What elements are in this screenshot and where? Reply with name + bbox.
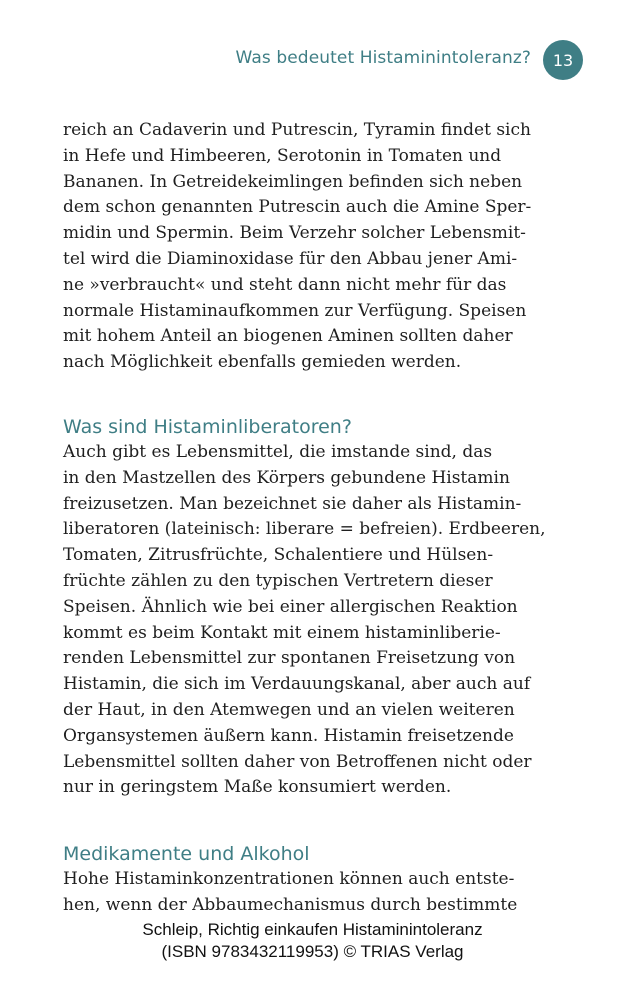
text-line: dem schon genannten Putrescin auch die Amine Sper- [63,197,532,218]
text-line: Lebensmittel sollten daher von Betroffenen nicht oder [63,751,532,772]
paragraph-biogenic-amines [63,118,543,376]
text-line: in den Mastzellen des Körpers gebundene Histamin [63,467,510,488]
text-line: früchte zählen zu den typischen Vertretern dieser [63,570,493,591]
text-line: ne »verbraucht« und steht dann nicht mehr für das [63,274,507,295]
text-line: Organsystemen äußern kann. Histamin freisetzende [63,725,514,746]
page-body [63,118,546,919]
text-line: liberatoren (lateinisch: liberare = befreien). Erdbeeren, [63,519,546,540]
text-line: in Hefe und Himbeeren, Serotonin in Tomaten und [63,145,502,166]
book-credit-isbn: (ISBN 9783432119953) © TRIAS Verlag [161,942,464,961]
section-heading-histaminliberatoren: Was sind Histaminliberatoren? [63,415,352,438]
text-line: reich an Cadaverin und Putrescin, Tyramin findet sich [63,120,531,140]
text-line: Auch gibt es Lebensmittel, die imstande sind, das [63,441,493,462]
text-line: renden Lebensmittel zur spontanen Freisetzung von [63,648,516,669]
text-line: normale Histaminaufkommen zur Verfügung. Speisen [63,300,527,321]
text-line: freizusetzen. Man bezeichnet sie daher als Histamin- [63,493,522,514]
running-header-title: Was bedeutet Histaminintoleranz? [235,48,531,68]
page-number-badge: 13 [543,40,583,80]
paragraph-histaminliberatoren [63,440,546,801]
text-line: tel wird die Diaminoxidase für den Abbau jener Ami- [63,248,518,269]
text-line: mit hohem Anteil an biogenen Aminen sollten daher [63,326,513,347]
text-line: Bananen. In Getreidekeimlingen befinden sich neben [63,171,523,192]
text-line: nach Möglichkeit ebenfalls gemieden werden. [63,352,462,373]
text-line: Histamin, die sich im Verdauungskanal, aber auch auf [63,674,531,695]
text-line: hen, wenn der Abbaumechanismus durch bestimmte [63,894,518,915]
paragraph-medikamente-alkohol [63,867,543,919]
section-heading-medikamente-alkohol: Medikamente und Alkohol [63,843,310,866]
text-line: kommt es beim Kontakt mit einem histaminliberie- [63,622,501,643]
text-line: der Haut, in den Atemwegen und an vielen weiteren [63,699,515,720]
book-credit-title: Schleip, Richtig einkaufen Histaminintoleranz [142,920,483,939]
text-line: nur in geringstem Maße konsumiert werden. [63,777,452,798]
text-line: midin und Spermin. Beim Verzehr solcher Lebensmit- [63,223,526,244]
text-line: Hohe Histaminkonzentrationen können auch entste- [63,869,515,890]
text-line: Tomaten, Zitrusfrüchte, Schalentiere und Hülsen- [63,545,494,566]
text-line: Speisen. Ähnlich wie bei einer allergischen Reaktion [63,596,518,617]
